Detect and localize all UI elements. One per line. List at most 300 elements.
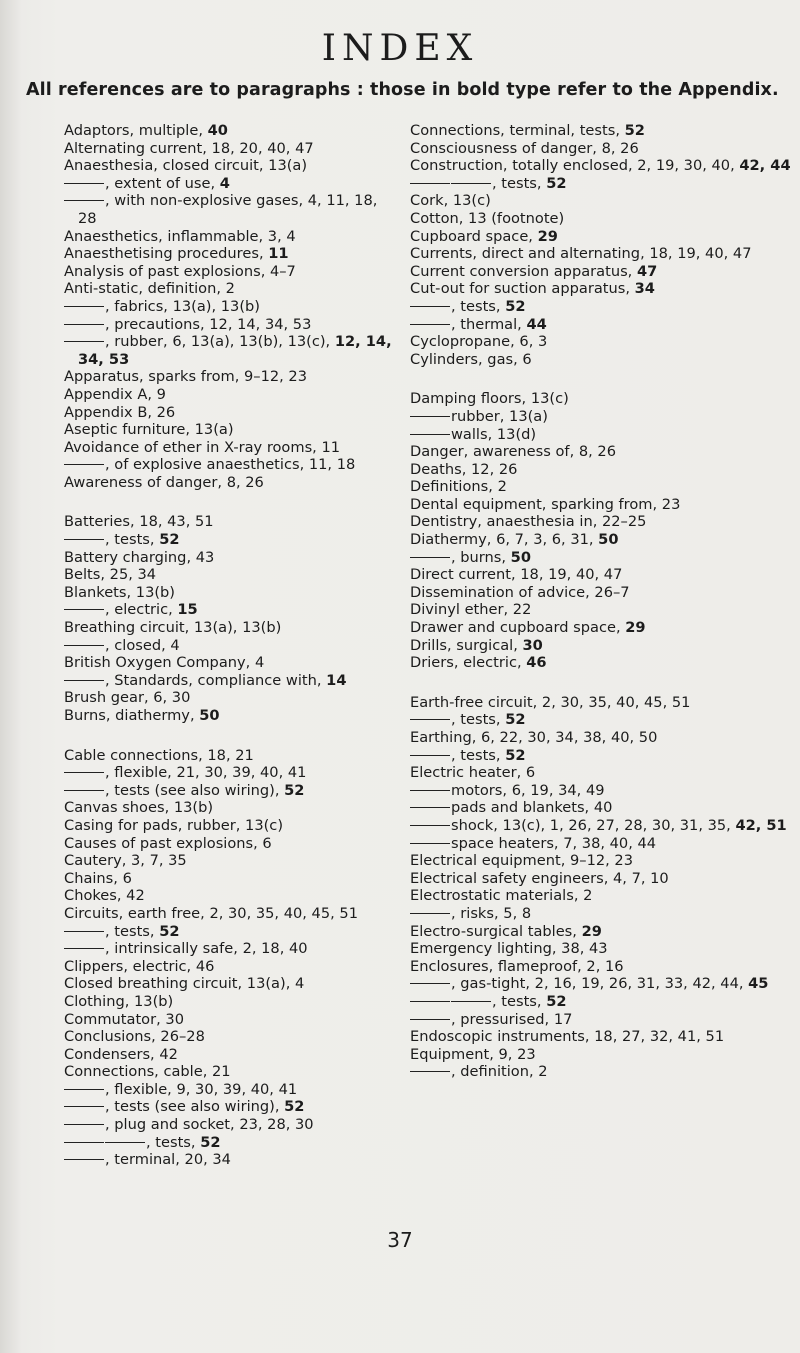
index-entry <box>64 1011 398 1029</box>
repeat-dash <box>64 931 104 932</box>
entry-heading: Cotton, <box>410 209 464 227</box>
entry-heading: Appendix B, <box>64 403 152 421</box>
entry-heading: , rubber, <box>105 333 168 351</box>
entry-refs: 21, 30, 39, 40, 41 <box>176 764 307 782</box>
index-entry <box>410 817 796 835</box>
index-entry <box>410 263 796 281</box>
entry-heading: , extent of use, <box>105 174 216 192</box>
repeat-dash <box>64 324 104 325</box>
entry-refs <box>199 707 219 724</box>
index-entry <box>64 245 398 263</box>
index-entry <box>410 333 796 351</box>
entry-refs: 13(b) <box>134 992 174 1010</box>
entry-heading: walls, <box>451 425 493 443</box>
entry-heading: Appendix A, <box>64 385 152 403</box>
appendix-ref: 52 <box>284 1098 305 1116</box>
entry-heading: , tests, <box>105 531 155 549</box>
index-entry <box>410 390 796 408</box>
entry-refs: 8, 26 <box>578 443 616 461</box>
index-column-right <box>410 122 796 1103</box>
entry-heading: Chokes, <box>64 887 122 905</box>
index-entry <box>64 513 398 531</box>
entry-refs <box>546 993 566 1010</box>
entry-heading: Earthing, <box>410 729 477 746</box>
entry-refs <box>159 923 179 940</box>
repeat-dash <box>410 183 450 184</box>
index-entry <box>410 711 796 729</box>
entry-refs: 30 <box>165 1010 184 1028</box>
index-entry <box>64 192 398 227</box>
repeat-dash <box>64 464 104 465</box>
entry-heading: Emergency lighting, <box>410 940 557 958</box>
entry-refs: 13(a), 13(b) <box>172 297 260 315</box>
index-entry <box>64 368 398 386</box>
entry-heading: Aseptic furniture, <box>64 421 190 439</box>
entry-refs <box>582 923 602 940</box>
entry-heading: , risks, <box>451 904 499 922</box>
entry-heading: Circuits, earth free, <box>64 904 205 922</box>
index-group <box>410 694 796 1081</box>
entry-refs: 43 <box>195 548 215 566</box>
index-entry <box>64 333 398 368</box>
index-entry <box>64 1028 398 1046</box>
entry-heading: Clothing, <box>64 992 130 1010</box>
entry-refs: 42 <box>159 1045 178 1063</box>
entry-heading: , intrinsically safe, <box>105 940 238 958</box>
entry-refs <box>505 711 525 728</box>
entry-heading: Commutator, <box>64 1010 161 1028</box>
entry-heading: , Standards, compliance with, <box>105 671 322 689</box>
repeat-dash <box>410 1071 450 1072</box>
entry-refs: 6, 13(a), 13(b), 13(c), 12, 14, 34, 53 <box>78 333 392 368</box>
index-entry <box>410 513 796 531</box>
entry-refs: 2 <box>538 1063 548 1081</box>
entry-heading: Diathermy, <box>410 531 492 549</box>
entry-refs: 18, 43, 51 <box>139 513 214 531</box>
entry-heading: , flexible, <box>105 1080 172 1098</box>
entry-refs: 13(d) <box>496 425 537 443</box>
entry-heading: Cork, <box>410 192 449 210</box>
entry-heading: , fabrics, <box>105 297 168 315</box>
entry-heading: Cautery, <box>64 852 127 870</box>
entry-heading: motors, <box>451 781 508 799</box>
index-entry <box>410 601 796 619</box>
index-entry <box>410 870 796 888</box>
entry-refs: 12, 26 <box>471 460 518 478</box>
entry-heading: Driers, electric, <box>410 654 522 672</box>
entry-refs: 7, 38, 40, 44 <box>563 834 657 852</box>
appendix-ref: 52 <box>546 174 567 192</box>
entry-refs: 6 <box>525 764 536 782</box>
index-entry <box>64 870 398 888</box>
entry-heading: pads and blankets, <box>451 799 590 817</box>
entry-heading: Anti-static, definition, <box>64 280 221 298</box>
index-entry <box>64 852 398 870</box>
index-entry <box>410 694 796 712</box>
index-entry <box>64 421 398 439</box>
entry-heading: , electric, <box>105 601 173 619</box>
index-entry <box>64 316 398 334</box>
entry-refs: 2, 18, 40 <box>242 940 308 958</box>
index-entry <box>410 531 796 549</box>
index-entry <box>410 461 796 479</box>
entry-heading: Earth-free circuit, <box>410 693 538 711</box>
index-entry <box>410 426 796 444</box>
entry-refs <box>200 1134 220 1151</box>
index-entry <box>410 298 796 316</box>
entry-refs <box>326 672 346 689</box>
entry-heading: Conclusions, <box>64 1028 156 1046</box>
repeat-dash <box>105 1142 145 1143</box>
entry-heading: , tests, <box>105 922 155 940</box>
entry-heading: Enclosures, flameproof, <box>410 957 582 975</box>
entry-heading: , terminal, <box>105 1151 180 1169</box>
entry-heading: Adaptors, multiple, <box>64 122 203 139</box>
index-entry <box>410 122 796 140</box>
index-entry <box>410 408 796 426</box>
index-entry <box>410 1063 796 1081</box>
index-entry <box>410 799 796 817</box>
repeat-dash <box>410 306 450 307</box>
repeat-dash <box>410 557 450 558</box>
repeat-dash <box>64 790 104 791</box>
appendix-ref: 29 <box>625 619 646 637</box>
entry-heading: Drawer and cupboard space, <box>410 619 621 637</box>
entry-refs: 9, 30, 39, 40, 41 <box>176 1080 298 1098</box>
entry-refs <box>284 782 304 799</box>
entry-heading: Dissemination of advice, <box>410 583 590 601</box>
entry-refs: 4 <box>254 654 265 672</box>
index-entry <box>64 280 398 298</box>
index-entry <box>64 637 398 655</box>
index-group <box>64 122 398 491</box>
index-entry <box>64 958 398 976</box>
entry-heading: , flexible, <box>105 764 172 782</box>
index-entry <box>410 764 796 782</box>
entry-heading: Blankets, <box>64 583 132 601</box>
index-entry <box>410 584 796 602</box>
entry-refs: 4, 11, 18, 28 <box>78 192 378 227</box>
entry-heading: Damping floors, <box>410 390 527 408</box>
entry-refs: 13(c) <box>245 816 284 834</box>
index-entry <box>64 707 398 725</box>
index-entry <box>64 1046 398 1064</box>
appendix-ref: 42, 51 <box>735 816 787 834</box>
entry-heading: , thermal, <box>451 315 522 333</box>
appendix-ref: 45 <box>748 975 769 993</box>
entry-refs: 8, 26 <box>601 139 639 157</box>
entry-refs <box>177 601 197 618</box>
entry-heading: Electrical equipment, <box>410 852 566 870</box>
entry-refs <box>511 549 531 566</box>
index-entry <box>410 1046 796 1064</box>
entry-heading: Electrostatic materials, <box>410 887 579 905</box>
entry-refs <box>220 175 230 192</box>
entry-refs: 9, 23 <box>498 1045 536 1063</box>
index-entry <box>64 654 398 672</box>
index-entry <box>410 566 796 584</box>
entry-heading: Causes of past explosions, <box>64 834 258 852</box>
entry-heading: Electric heater, <box>410 764 522 782</box>
entry-refs: 11, 18 <box>308 456 356 474</box>
entry-heading: Current conversion apparatus, <box>410 262 633 280</box>
appendix-ref: 52 <box>546 992 567 1010</box>
entry-refs: 21 <box>212 1063 231 1081</box>
entry-refs: 6, 3 <box>519 333 548 351</box>
entry-heading: Avoidance of ether in X-ray rooms, <box>64 438 317 456</box>
index-subtitle: All references are to paragraphs : those in bold type refer to the Appendix. <box>26 80 779 100</box>
entry-refs <box>526 316 546 333</box>
repeat-dash <box>410 416 450 417</box>
repeat-dash <box>410 790 450 791</box>
repeat-dash <box>451 1001 491 1002</box>
entry-heading: Cut-out for suction apparatus, <box>410 280 630 298</box>
entry-refs: 3, 4 <box>267 227 296 245</box>
index-entry <box>410 1011 796 1029</box>
index-entry <box>64 1134 398 1152</box>
entry-refs: 22–25 <box>601 513 647 531</box>
appendix-ref: 52 <box>159 922 180 940</box>
page-title: INDEX <box>321 28 479 69</box>
index-entry <box>64 175 398 193</box>
repeat-dash <box>64 539 104 540</box>
entry-refs: 23, 28, 30 <box>239 1116 314 1134</box>
index-entry <box>410 905 796 923</box>
repeat-dash <box>410 983 450 984</box>
appendix-ref: 34 <box>634 280 655 298</box>
entry-heading: rubber, <box>451 407 505 425</box>
index-entry <box>64 1151 398 1169</box>
entry-refs: 12, 14, 34, 53 <box>209 315 312 333</box>
entry-refs <box>505 747 525 764</box>
index-entry <box>410 782 796 800</box>
entry-refs <box>159 531 179 548</box>
appendix-ref: 52 <box>505 297 526 315</box>
index-entry <box>64 456 398 474</box>
index-entry <box>410 175 796 193</box>
index-entry <box>64 1098 398 1116</box>
entry-refs: 9–12, 23 <box>569 852 633 870</box>
index-group <box>64 747 398 1169</box>
entry-refs: 4–7 <box>269 262 296 280</box>
index-entry <box>64 474 398 492</box>
repeat-dash <box>64 609 104 610</box>
entry-refs: 6, 19, 34, 49 <box>511 781 605 799</box>
appendix-ref: 52 <box>284 781 305 799</box>
entry-refs: 4 <box>170 636 180 654</box>
entry-heading: Currents, direct and alternating, <box>410 245 645 263</box>
entry-refs: 13(a) <box>194 421 234 439</box>
entry-heading: Clippers, electric, <box>64 957 192 975</box>
index-entry <box>410 654 796 672</box>
entry-refs <box>546 175 566 192</box>
appendix-ref: 47 <box>636 262 658 280</box>
entry-refs: 13(b) <box>135 583 176 601</box>
appendix-ref: 42, 44 <box>739 157 791 175</box>
entry-refs <box>208 122 228 139</box>
entry-refs: 6, 22, 30, 34, 38, 40, 50 <box>480 729 658 746</box>
index-entry <box>64 689 398 707</box>
index-entry <box>410 729 796 747</box>
repeat-dash <box>410 1019 450 1020</box>
entry-heading: , tests, <box>492 992 542 1010</box>
entry-refs: 8, 26 <box>226 473 264 491</box>
entry-refs: 13(c) <box>530 390 569 408</box>
entry-heading: Casing for pads, rubber, <box>64 816 241 834</box>
index-entry <box>64 566 398 584</box>
index-entry <box>64 549 398 567</box>
entry-refs: 4, 7, 10 <box>613 869 669 887</box>
entry-refs: 2 <box>225 280 235 298</box>
entry-refs: 26–7 <box>594 583 630 601</box>
entry-heading: , tests, <box>492 174 542 192</box>
index-entry <box>64 799 398 817</box>
entry-heading: Brush gear, <box>64 689 149 707</box>
index-group <box>410 122 796 368</box>
index-entry <box>410 747 796 765</box>
entry-heading: , closed, <box>105 636 166 654</box>
entry-heading: Equipment, <box>410 1045 494 1063</box>
entry-refs: 2, 30, 35, 40, 45, 51 <box>541 693 691 711</box>
entry-heading: , tests, <box>451 746 501 764</box>
index-entry <box>410 975 796 993</box>
entry-heading: Divinyl ether, <box>410 601 509 619</box>
entry-refs: 13(a) <box>268 157 308 175</box>
entry-refs: 13(a), 13(b) <box>193 619 282 637</box>
entry-refs: 22 <box>512 601 532 619</box>
entry-heading: , tests, <box>451 711 501 729</box>
index-column-left <box>64 122 398 1191</box>
index-entry <box>410 887 796 905</box>
entry-heading: Breathing circuit, <box>64 619 190 637</box>
index-entry <box>64 140 398 158</box>
repeat-dash <box>410 843 450 844</box>
entry-refs: 18, 27, 32, 41, 51 <box>594 1028 725 1046</box>
repeat-dash <box>64 948 104 949</box>
repeat-dash <box>64 645 104 646</box>
entry-heading: Cyclopropane, <box>410 333 515 351</box>
entry-refs: 13(a) <box>509 407 548 425</box>
entry-heading: Analysis of past explosions, <box>64 262 266 280</box>
entry-refs: 6 <box>262 834 272 852</box>
appendix-ref: 52 <box>505 746 526 764</box>
entry-heading: , with non-explosive gases, <box>105 192 304 210</box>
entry-refs: 38, 43 <box>561 940 608 958</box>
index-entry <box>64 672 398 690</box>
index-entry <box>64 817 398 835</box>
appendix-ref: 52 <box>159 531 180 549</box>
entry-heading: , precautions, <box>105 315 205 333</box>
entry-heading: Closed breathing circuit, <box>64 975 243 993</box>
appendix-ref: 46 <box>526 654 547 672</box>
index-entry <box>64 619 398 637</box>
index-entry <box>64 923 398 941</box>
appendix-ref: 29 <box>581 922 602 940</box>
entry-heading: Canvas shoes, <box>64 799 170 817</box>
entry-heading: , burns, <box>451 548 507 566</box>
entry-refs <box>625 122 645 139</box>
entry-heading: , gas-tight, <box>451 975 531 993</box>
entry-refs: 40 <box>593 799 613 817</box>
entry-refs: 2 <box>583 887 593 905</box>
entry-refs: 46 <box>195 957 215 975</box>
repeat-dash <box>64 341 104 342</box>
appendix-ref: 15 <box>177 601 198 619</box>
appendix-ref: 44 <box>526 315 547 333</box>
entry-heading: Chains, <box>64 869 118 887</box>
repeat-dash <box>64 1089 104 1090</box>
entry-refs: 6 <box>522 350 532 368</box>
entry-refs <box>635 280 655 297</box>
index-entry <box>64 764 398 782</box>
index-entry <box>410 140 796 158</box>
appendix-ref: 52 <box>505 711 526 729</box>
repeat-dash <box>64 772 104 773</box>
entry-refs: 13(b) <box>173 799 214 817</box>
entry-heading: Definitions, <box>410 478 493 496</box>
appendix-ref: 30 <box>522 636 543 654</box>
entry-refs: 2, 19, 30, 40, 42, 44 <box>637 157 791 175</box>
entry-heading: Alternating current, <box>64 139 207 157</box>
entry-heading: , tests, <box>146 1133 196 1151</box>
entry-refs <box>505 298 525 315</box>
index-entry <box>64 404 398 422</box>
index-entry <box>64 439 398 457</box>
index-entry <box>410 245 796 263</box>
entry-refs: 6 <box>122 869 132 887</box>
entry-heading: Electrical safety engineers, <box>410 869 609 887</box>
index-entry <box>64 584 398 602</box>
index-entry <box>64 228 398 246</box>
appendix-ref: 50 <box>199 707 220 724</box>
entry-heading: Belts, <box>64 566 106 584</box>
entry-refs: 18, 20, 40, 47 <box>211 139 314 157</box>
entry-heading: Connections, terminal, tests, <box>410 122 620 139</box>
repeat-dash <box>410 1001 450 1002</box>
appendix-ref: 12, 14, 34, 53 <box>78 333 392 368</box>
entry-heading: Awareness of danger, <box>64 473 223 491</box>
entry-refs: 42 <box>126 887 145 905</box>
page-number: 37 <box>387 1228 413 1252</box>
entry-refs <box>268 245 288 262</box>
entry-heading: Consciousness of danger, <box>410 139 597 157</box>
repeat-dash <box>410 755 450 756</box>
entry-refs: 26 <box>156 403 176 421</box>
entry-refs <box>526 654 546 671</box>
entry-heading: space heaters, <box>451 834 559 852</box>
entry-refs: 6, 7, 3, 6, 31, 50 <box>496 531 619 549</box>
entry-refs: 18, 21 <box>207 746 254 764</box>
index-entry <box>410 210 796 228</box>
entry-refs: 9–12, 23 <box>244 368 307 386</box>
entry-refs: 18, 19, 40, 47 <box>649 245 752 263</box>
index-entry <box>64 747 398 765</box>
appendix-ref: 52 <box>624 122 645 139</box>
entry-refs <box>284 1098 304 1115</box>
index-entry <box>410 478 796 496</box>
entry-heading: British Oxygen Company, <box>64 654 251 672</box>
index-entry <box>64 601 398 619</box>
entry-heading: Cylinders, gas, <box>410 350 518 368</box>
entry-refs: 2, 16 <box>586 957 624 975</box>
entry-refs: 23 <box>661 495 681 513</box>
entry-refs: 20, 34 <box>184 1151 231 1169</box>
index-entry <box>64 531 398 549</box>
repeat-dash <box>410 719 450 720</box>
entry-refs: 13(c), 1, 26, 27, 28, 30, 31, 35, 42, 51 <box>502 816 787 834</box>
entry-refs <box>523 637 543 654</box>
entry-heading: Direct current, <box>410 566 516 584</box>
